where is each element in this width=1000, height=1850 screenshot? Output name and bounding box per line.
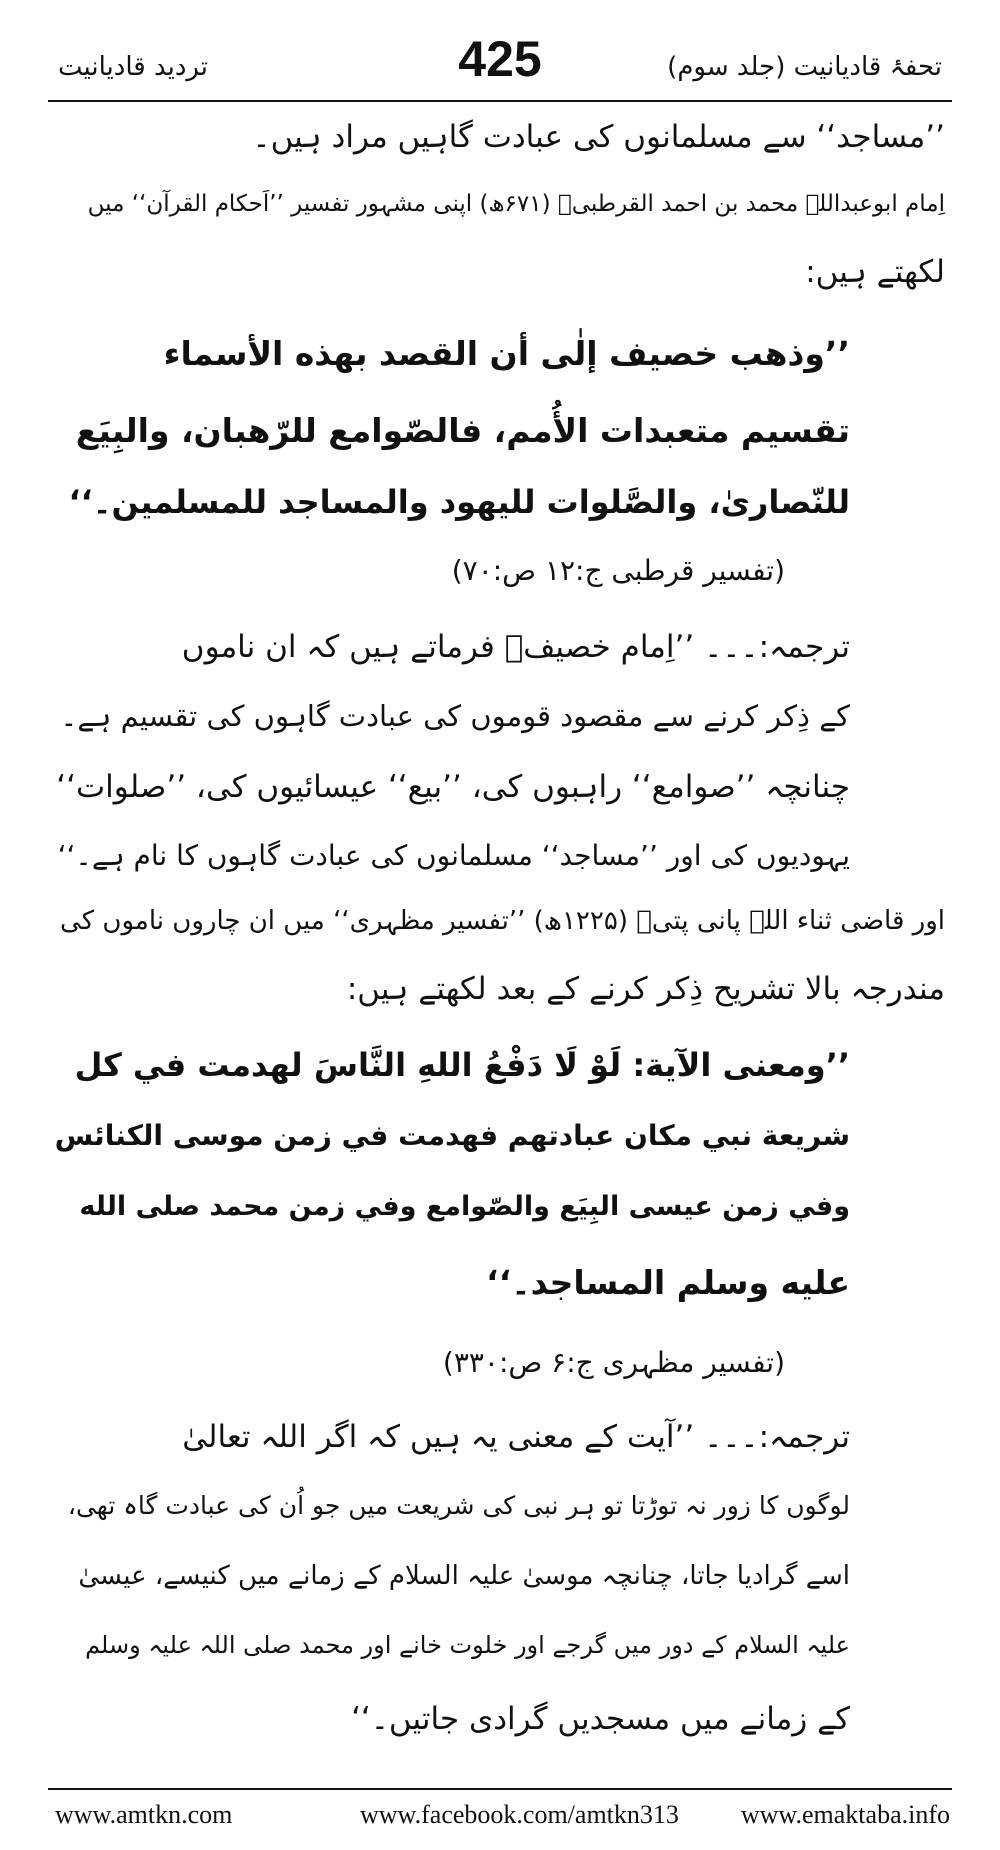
running-title-left: تردید قادیانیت (58, 52, 209, 82)
translation-line: علیہ السلام کے دور میں گرجے اور خلوت خانے اور محمد صلی اللہ علیہ وسلم (85, 1631, 850, 1659)
footer-link-amtkn[interactable]: www.amtkn.com (55, 1800, 233, 1829)
citation: (تفسیر مظہری ج:۶ ص:۳۳۰) (442, 1346, 785, 1379)
translation-line: اسے گرادیا جاتا، چنانچہ موسیٰ علیہ السلام کے زمانے میں کنیسے، عیسیٰ (78, 1561, 850, 1591)
translation-line: کے زمانے میں مسجدیں گرادی جاتیں۔‘‘ (351, 1701, 850, 1737)
page-header (48, 22, 952, 92)
body-line: اِمام ابوعبداللہ محمد بن احمد القرطبیؒ (۶۷۱ھ) اپنی مشہور تفسیر ’’اَحکام القرآن‘‘ میں (87, 191, 945, 217)
body-line: ’’مساجد‘‘ سے مسلمانوں کی عبادت گاہیں مراد ہیں۔ (252, 119, 945, 155)
translation-line: یہودیوں کی اور ’’مساجد‘‘ مسلمانوں کی عبادت گاہوں کا نام ہے۔‘‘ (57, 839, 850, 872)
running-title-right: تحفۂ قادیانیت (جلد سوم) (667, 52, 942, 82)
arabic-quote-line: ’’وذهب خصيف إلٰى أن القصد بهذه الأسماء (163, 334, 850, 373)
arabic-quote-line: شريعة نبي مكان عبادتهم فهدمت في زمن موسى الكنائس (54, 1119, 850, 1152)
page-number: 425 (458, 31, 542, 87)
body-line: لکھتے ہیں: (805, 254, 945, 290)
header-divider (48, 100, 952, 102)
body-line: مندرجہ بالا تشریح ذِکر کرنے کے بعد لکھتے ہیں: (346, 971, 945, 1007)
arabic-quote-line: للنّصارىٰ، والصَّلوات لليهود والمساجد للمسلمين۔‘‘ (68, 483, 850, 521)
footer-divider (48, 1788, 952, 1790)
translation-line: کے ذِکر کرنے سے مقصود قوموں کی عبادت گاہوں کی تقسیم ہے۔ (60, 699, 850, 733)
translation-line: لوگوں کا زور نہ توڑتا تو ہر نبی کی شریعت میں جو اُن کی عبادت گاہ تھی، (67, 1491, 850, 1520)
footer-link-emaktaba[interactable]: www.emaktaba.info (740, 1800, 950, 1829)
translation-line: ترجمہ:۔۔۔ ’’آیت کے معنی یہ ہیں کہ اگر اللہ تعالیٰ (182, 1419, 850, 1455)
citation: (تفسیر قرطبی ج:۱۲ ص:۷۰) (451, 554, 785, 587)
arabic-quote-line: ’’ومعنى الآية: لَوْ لَا دَفْعُ اللهِ النَّاسَ لهدمت في كل (74, 1046, 850, 1084)
body-line: اور قاضی ثناء اللہ پانی پتیؒ (۱۲۲۵ھ) ’’تفسیر مظہری‘‘ میں ان چاروں ناموں کی (60, 906, 945, 936)
arabic-quote-line: تقسيم متعبدات الأُمم، فالصّوامع للرّهبان، والبِيَع (75, 411, 850, 450)
translation-line: ترجمہ:۔۔۔ ’’اِمام خصیفؒ فرماتے ہیں کہ ان ناموں (181, 629, 850, 665)
arabic-quote-line: عليه وسلم المساجد۔‘‘ (486, 1263, 850, 1302)
page-footer (55, 1800, 950, 1840)
translation-line: چنانچہ ’’صوامع‘‘ راہبوں کی، ’’بیع‘‘ عیسائیوں کی، ’’صلوات‘‘ (56, 769, 850, 805)
arabic-quote-line: وفي زمن عيسى البِيَع والصّوامع وفي زمن محمد صلى الله (79, 1191, 850, 1222)
footer-link-facebook[interactable]: www.facebook.com/amtkn313 (360, 1800, 679, 1829)
